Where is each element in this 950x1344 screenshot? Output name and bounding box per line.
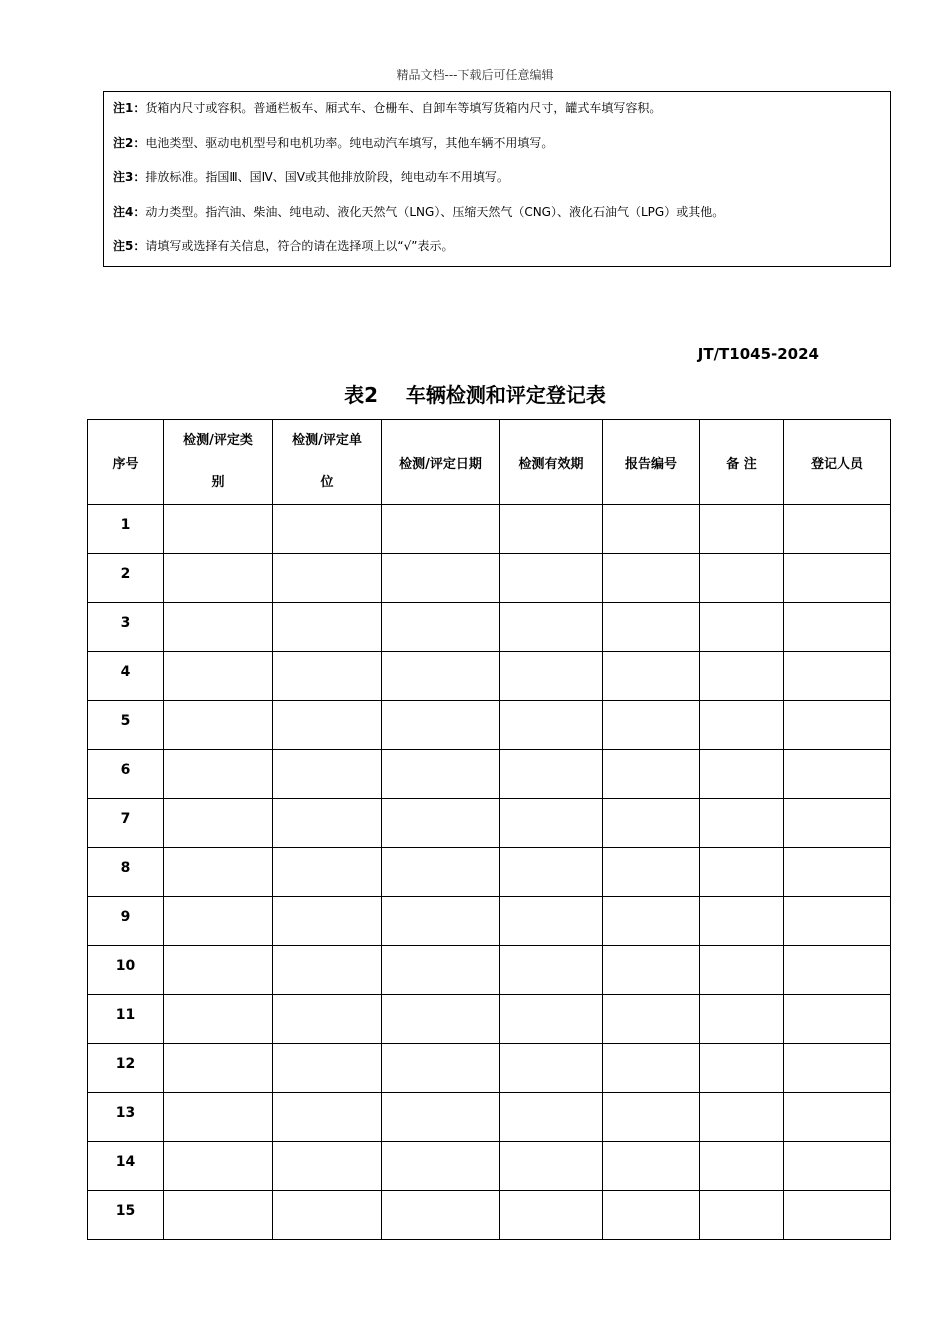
table-cell[interactable]: [164, 848, 273, 897]
table-cell[interactable]: [603, 652, 700, 701]
table-cell[interactable]: [382, 750, 500, 799]
table-cell[interactable]: [164, 652, 273, 701]
note-text: 电池类型、驱动电机型号和电机功率。纯电动汽车填写，其他车辆不用填写。: [145, 135, 554, 150]
table-cell[interactable]: [273, 603, 382, 652]
table-cell[interactable]: [700, 1044, 784, 1093]
table-row: [88, 750, 891, 799]
note-3: [113, 165, 890, 200]
table-row: [88, 1093, 891, 1142]
table-cell[interactable]: [164, 897, 273, 946]
note-label: 注2：: [113, 135, 146, 150]
table-cell[interactable]: [603, 848, 700, 897]
table-cell[interactable]: [784, 995, 891, 1044]
table-cell[interactable]: [382, 897, 500, 946]
table-cell[interactable]: [273, 897, 382, 946]
table-row: [88, 652, 891, 701]
table-cell[interactable]: [382, 1044, 500, 1093]
col-header-report-no: 报告编号: [603, 420, 700, 505]
row-number: 5: [88, 701, 164, 750]
col-header-validity: 检测有效期: [500, 420, 603, 505]
row-number: 8: [88, 848, 164, 897]
table-cell[interactable]: [382, 652, 500, 701]
note-label: 注3：: [113, 170, 146, 184]
table-row: [88, 603, 891, 652]
row-number: 11: [88, 995, 164, 1044]
table-cell[interactable]: [382, 1191, 500, 1240]
row-number: 6: [88, 750, 164, 799]
header-line: 位: [320, 475, 334, 490]
table-cell[interactable]: [784, 799, 891, 848]
table-cell[interactable]: [382, 603, 500, 652]
table-row: [88, 946, 891, 995]
table-cell[interactable]: [784, 946, 891, 995]
table-cell[interactable]: [603, 995, 700, 1044]
note-4: [113, 200, 890, 235]
table-cell[interactable]: [603, 1142, 700, 1191]
table-cell[interactable]: [700, 554, 784, 603]
table-cell[interactable]: [273, 799, 382, 848]
table-cell[interactable]: [382, 799, 500, 848]
table-cell[interactable]: [273, 848, 382, 897]
table-cell[interactable]: [273, 1044, 382, 1093]
table-cell[interactable]: [700, 750, 784, 799]
table-cell[interactable]: [164, 603, 273, 652]
table-cell[interactable]: [784, 897, 891, 946]
col-header-unit: [273, 420, 382, 505]
col-header-index: 序号: [88, 420, 164, 505]
table-cell[interactable]: [500, 995, 603, 1044]
table-cell[interactable]: [164, 750, 273, 799]
table-cell[interactable]: [273, 1093, 382, 1142]
registration-table: [87, 419, 891, 1240]
table-cell[interactable]: [164, 995, 273, 1044]
note-text: 排放标准。指国Ⅲ、国Ⅳ、国Ⅴ或其他排放阶段，纯电动车不用填写。: [145, 170, 509, 184]
table-row: [88, 897, 891, 946]
table-cell[interactable]: [382, 505, 500, 554]
table-cell[interactable]: [700, 505, 784, 554]
table-cell[interactable]: [784, 554, 891, 603]
table-cell[interactable]: [273, 701, 382, 750]
row-number: 2: [88, 554, 164, 603]
header-line: 检测/评定单: [292, 433, 362, 448]
table-cell[interactable]: [784, 652, 891, 701]
table-cell[interactable]: [603, 897, 700, 946]
table-row: [88, 1044, 891, 1093]
table-cell[interactable]: [700, 1191, 784, 1240]
table-row: [88, 799, 891, 848]
table-cell[interactable]: [500, 750, 603, 799]
table-header-row: [88, 420, 891, 505]
table-cell[interactable]: [603, 1191, 700, 1240]
standard-code: JT/T1045-2024: [697, 345, 819, 363]
note-label: 注4：: [113, 204, 146, 219]
table-cell[interactable]: [700, 1093, 784, 1142]
table-row: [88, 1191, 891, 1240]
table-cell[interactable]: [784, 1093, 891, 1142]
table-cell[interactable]: [273, 652, 382, 701]
note-label: 注5：: [113, 239, 146, 253]
header-line: 检测/评定类: [183, 433, 253, 448]
table-cell[interactable]: [164, 701, 273, 750]
table-cell[interactable]: [784, 848, 891, 897]
table-cell[interactable]: [603, 799, 700, 848]
table-cell[interactable]: [784, 750, 891, 799]
row-number: 15: [88, 1191, 164, 1240]
table-cell[interactable]: [273, 1191, 382, 1240]
table-cell[interactable]: [382, 1093, 500, 1142]
table-row: [88, 701, 891, 750]
table-row: [88, 995, 891, 1044]
table-title: 表2 车辆检测和评定登记表: [344, 383, 606, 407]
table-cell[interactable]: [784, 1142, 891, 1191]
note-text: 动力类型。指汽油、柴油、纯电动、液化天然气（LNG）、压缩天然气（CNG）、液化石油气（LPG）或其他。: [145, 204, 725, 219]
col-header-registrar: 登记人员: [784, 420, 891, 505]
table-cell[interactable]: [273, 946, 382, 995]
table-cell[interactable]: [603, 603, 700, 652]
table-cell[interactable]: [700, 701, 784, 750]
table-cell[interactable]: [700, 848, 784, 897]
note-text: 请填写或选择有关信息，符合的请在选择项上以“√”表示。: [145, 239, 454, 253]
table-cell[interactable]: [603, 505, 700, 554]
table-row: [88, 505, 891, 554]
table-cell[interactable]: [700, 995, 784, 1044]
table-cell[interactable]: [382, 946, 500, 995]
table-cell[interactable]: [500, 554, 603, 603]
table-cell[interactable]: [164, 1142, 273, 1191]
table-cell[interactable]: [500, 1044, 603, 1093]
row-number: 14: [88, 1142, 164, 1191]
table-row: [88, 1142, 891, 1191]
table-row: [88, 848, 891, 897]
row-number: 9: [88, 897, 164, 946]
table-cell[interactable]: [603, 1044, 700, 1093]
note-2: [113, 131, 890, 166]
table-cell[interactable]: [784, 505, 891, 554]
table-row: [88, 554, 891, 603]
table-cell[interactable]: [500, 848, 603, 897]
note-1: [113, 96, 890, 131]
table-cell[interactable]: [273, 554, 382, 603]
table-cell[interactable]: [164, 554, 273, 603]
table-cell[interactable]: [164, 1093, 273, 1142]
table-cell[interactable]: [603, 946, 700, 995]
col-header-category: [164, 420, 273, 505]
table-cell[interactable]: [382, 848, 500, 897]
table-cell[interactable]: [784, 603, 891, 652]
table-cell[interactable]: [382, 1142, 500, 1191]
table-cell[interactable]: [500, 799, 603, 848]
note-label: 注1：: [113, 101, 146, 115]
row-number: 10: [88, 946, 164, 995]
table-cell[interactable]: [273, 505, 382, 554]
row-number: 12: [88, 1044, 164, 1093]
table-cell[interactable]: [700, 652, 784, 701]
table-cell[interactable]: [164, 505, 273, 554]
table-cell[interactable]: [700, 603, 784, 652]
table-cell[interactable]: [500, 701, 603, 750]
table-cell[interactable]: [603, 554, 700, 603]
table-cell[interactable]: [603, 701, 700, 750]
table-cell[interactable]: [164, 799, 273, 848]
table-cell[interactable]: [164, 946, 273, 995]
row-number: 13: [88, 1093, 164, 1142]
table-cell[interactable]: [784, 701, 891, 750]
table-cell[interactable]: [382, 554, 500, 603]
table-cell[interactable]: [273, 750, 382, 799]
table-cell[interactable]: [164, 1044, 273, 1093]
note-5: [113, 234, 890, 269]
notes-box: [103, 91, 891, 267]
table-cell[interactable]: [273, 1142, 382, 1191]
table-cell[interactable]: [500, 505, 603, 554]
table-cell[interactable]: [700, 1142, 784, 1191]
header-line: 别: [211, 475, 225, 490]
table-cell[interactable]: [700, 799, 784, 848]
col-header-date: 检测/评定日期: [382, 420, 500, 505]
table-cell[interactable]: [382, 995, 500, 1044]
table-cell[interactable]: [603, 750, 700, 799]
row-number: 4: [88, 652, 164, 701]
table-cell[interactable]: [500, 946, 603, 995]
table-cell[interactable]: [603, 1093, 700, 1142]
table-cell[interactable]: [784, 1044, 891, 1093]
table-cell[interactable]: [500, 652, 603, 701]
table-cell[interactable]: [500, 603, 603, 652]
table-cell[interactable]: [700, 897, 784, 946]
page-header: 精品文档---下载后可任意编辑: [396, 68, 554, 82]
table-cell[interactable]: [500, 1191, 603, 1240]
col-header-remarks: 备 注: [700, 420, 784, 505]
table-cell[interactable]: [500, 1142, 603, 1191]
note-text: 货箱内尺寸或容积。普通栏板车、厢式车、仓栅车、自卸车等填写货箱内尺寸，罐式车填写容积。: [145, 101, 662, 115]
table-cell[interactable]: [500, 1093, 603, 1142]
table-cell[interactable]: [273, 995, 382, 1044]
row-number: 1: [88, 505, 164, 554]
row-number: 3: [88, 603, 164, 652]
table-cell[interactable]: [700, 946, 784, 995]
table-cell[interactable]: [164, 1191, 273, 1240]
table-cell[interactable]: [382, 701, 500, 750]
row-number: 7: [88, 799, 164, 848]
table-cell[interactable]: [784, 1191, 891, 1240]
table-cell[interactable]: [500, 897, 603, 946]
